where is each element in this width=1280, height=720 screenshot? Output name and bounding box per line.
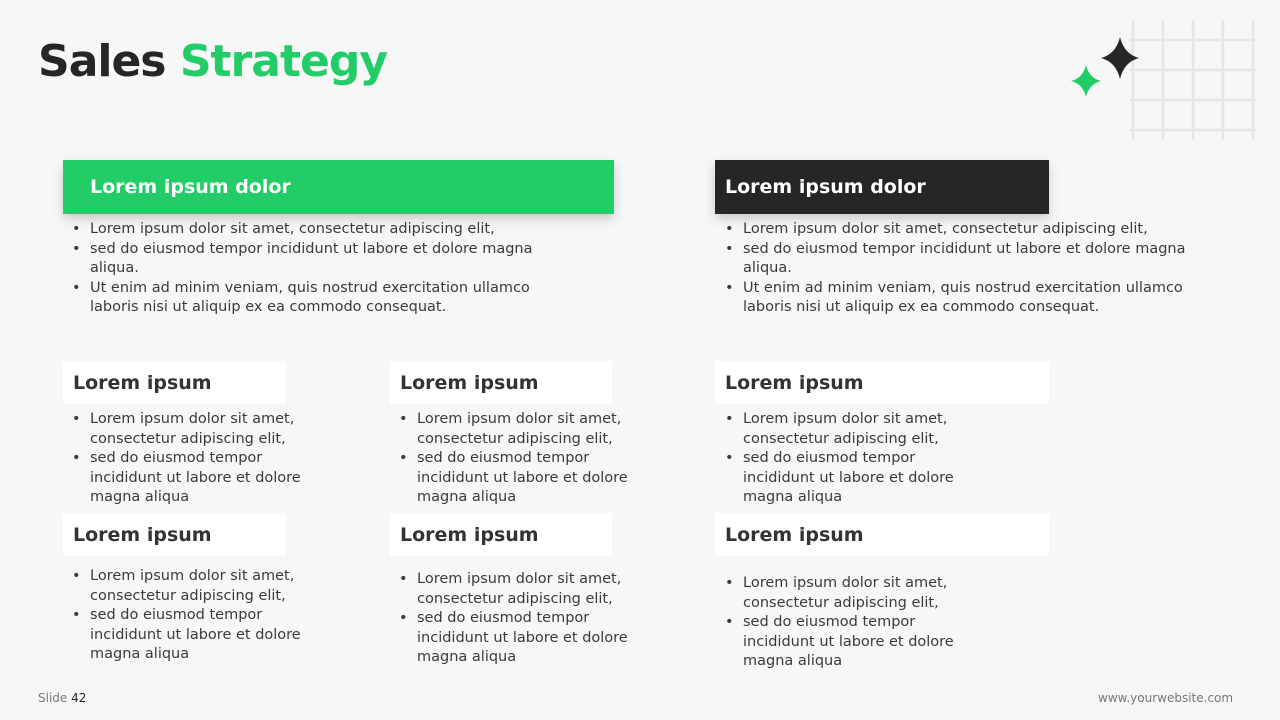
bullet-list xyxy=(397,570,647,668)
slide-number-value: 42 xyxy=(71,691,87,705)
list-item: • Ut enim ad minim veniam, quis nostrud exercitation ullamco laboris nisi ut aliquip ex ea commodo consequat. xyxy=(723,279,1203,318)
section-heading: Lorem ipsum xyxy=(400,371,539,394)
list-item: • sed do eiusmod tempor incididunt ut labore et dolore magna aliqua. xyxy=(723,240,1203,279)
list-item: • Lorem ipsum dolor sit amet, consectetur adipiscing elit, xyxy=(723,220,1203,240)
bullet-list xyxy=(70,220,550,318)
title-part-2: Strategy xyxy=(179,36,387,87)
list-item: • sed do eiusmod tempor incididunt ut labore et dolore magna aliqua xyxy=(70,449,320,508)
section-heading: Lorem ipsum xyxy=(725,523,864,546)
section-heading: Lorem ipsum xyxy=(725,371,864,394)
section-card xyxy=(63,513,286,556)
section-heading: Lorem ipsum xyxy=(73,523,212,546)
list-item: • Lorem ipsum dolor sit amet, consectetur adipiscing elit, xyxy=(70,567,320,606)
website-link[interactable]: www.yourwebsite.com xyxy=(1098,691,1234,705)
section-heading: Lorem ipsum dolor xyxy=(90,176,291,198)
bullet-list xyxy=(397,410,647,508)
section-card-top-left xyxy=(63,160,614,214)
list-item: • Lorem ipsum dolor sit amet, consectetur adipiscing elit, xyxy=(397,570,647,609)
list-item: • sed do eiusmod tempor incididunt ut labore et dolore magna aliqua xyxy=(397,449,647,508)
section-heading: Lorem ipsum xyxy=(400,523,539,546)
list-item: • sed do eiusmod tempor incididunt ut labore et dolore magna aliqua xyxy=(723,449,973,508)
bullet-list xyxy=(70,410,320,508)
list-item: • sed do eiusmod tempor incididunt ut labore et dolore magna aliqua xyxy=(397,609,647,668)
section-card xyxy=(390,513,612,556)
title-part-1: Sales xyxy=(38,36,166,87)
bullet-list xyxy=(70,567,320,665)
slide-label: Slide xyxy=(38,691,68,705)
list-item: • Lorem ipsum dolor sit amet, consectetur adipiscing elit, xyxy=(397,410,647,449)
list-item: • sed do eiusmod tempor incididunt ut labore et dolore magna aliqua xyxy=(70,606,320,665)
decoration xyxy=(1065,15,1260,145)
sparkle-star-icon xyxy=(1071,65,1101,97)
list-item: • Lorem ipsum dolor sit amet, consectetur adipiscing elit, xyxy=(723,410,973,449)
list-item: • sed do eiusmod tempor incididunt ut labore et dolore magna aliqua. xyxy=(70,240,550,279)
section-card xyxy=(390,361,612,404)
bullet-list xyxy=(723,410,973,508)
bullet-list xyxy=(723,220,1203,318)
section-card xyxy=(63,361,286,404)
list-item: • Ut enim ad minim veniam, quis nostrud exercitation ullamco laboris nisi ut aliquip ex ea commodo consequat. xyxy=(70,279,550,318)
list-item: • Lorem ipsum dolor sit amet, consectetur adipiscing elit, xyxy=(70,410,320,449)
list-item: • Lorem ipsum dolor sit amet, consectetur adipiscing elit, xyxy=(70,220,550,240)
section-card-top-right xyxy=(715,160,1049,214)
slide-number xyxy=(38,691,86,705)
list-item: • sed do eiusmod tempor incididunt ut labore et dolore magna aliqua xyxy=(723,613,973,672)
grid-pattern xyxy=(1130,20,1256,140)
section-heading: Lorem ipsum dolor xyxy=(725,176,926,198)
section-card xyxy=(715,513,1049,556)
section-card xyxy=(715,361,1049,404)
section-heading: Lorem ipsum xyxy=(73,371,212,394)
page-title xyxy=(38,36,387,87)
bullet-list xyxy=(723,574,973,672)
list-item: • Lorem ipsum dolor sit amet, consectetur adipiscing elit, xyxy=(723,574,973,613)
